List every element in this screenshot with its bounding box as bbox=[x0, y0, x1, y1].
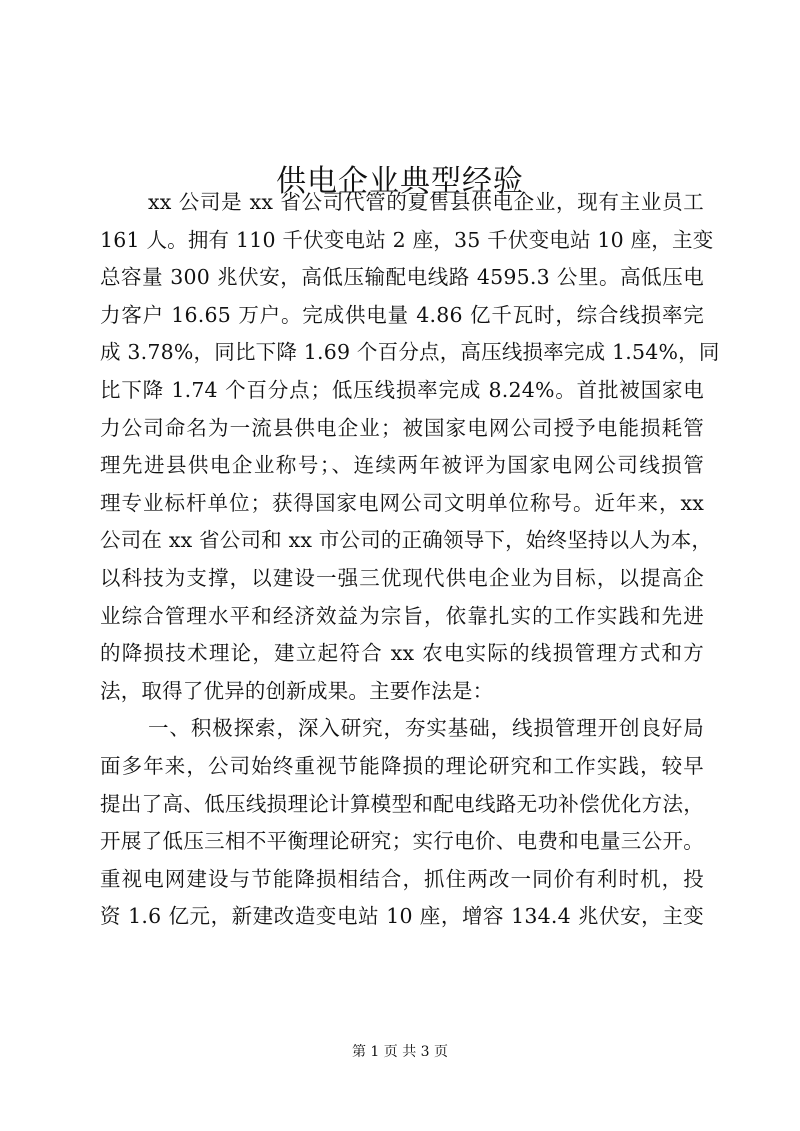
paragraph-line: 公司在 xx 省公司和 xx 市公司的正确领导下，始终坚持以人为本， bbox=[100, 528, 713, 553]
paragraph-line: 力客户 16.65 万户。完成供电量 4.86 亿千瓦时，综合线损率完 bbox=[100, 302, 704, 327]
paragraph-line: 资 1.6 亿元，新建改造变电站 10 座，增容 134.4 兆伏安，主变 bbox=[100, 904, 704, 929]
paragraph-line: 成 3.78%，同比下降 1.69 个百分点，高压线损率完成 1.54%，同 bbox=[100, 340, 720, 365]
paragraph-line: 面多年来，公司始终重视节能降损的理论研究和工作实践，较早 bbox=[100, 753, 704, 778]
paragraph-line: 总容量 300 兆伏安，高低压输配电线路 4595.3 公里。高低压电 bbox=[100, 265, 704, 290]
paragraph-line: 业综合管理水平和经济效益为宗旨，依靠扎实的工作实践和先进 bbox=[100, 603, 704, 628]
paragraph-line: 提出了高、低压线损理论计算模型和配电线路无功补偿优化方法， bbox=[100, 791, 704, 816]
paragraph-line: 重视电网建设与节能降损相结合，抓住两改一同价有利时机，投 bbox=[100, 866, 704, 891]
paragraph-line: 一、积极探索，深入研究，夯实基础，线损管理开创良好局 bbox=[148, 716, 704, 741]
paragraph-line: 开展了低压三相不平衡理论研究；实行电价、电费和电量三公开。 bbox=[100, 829, 704, 854]
paragraph-line: xx 公司是 xx 省公司代管的夏售县供电企业，现有主业员工 bbox=[148, 190, 704, 214]
paragraph-line: 以科技为支撑，以建设一强三优现代供电企业为目标，以提高企 bbox=[100, 565, 704, 590]
page-footer: 第 1 页 共 3 页 bbox=[351, 1044, 449, 1060]
paragraph-line: 理先进县供电企业称号；、连续两年被评为国家电网公司线损管 bbox=[100, 453, 704, 478]
paragraph-line: 的降损技术理论，建立起符合 xx 农电实际的线损管理方式和方 bbox=[100, 641, 704, 666]
document-body bbox=[100, 184, 720, 936]
paragraph-line: 161 人。拥有 110 千伏变电站 2 座，35 千伏变电站 10 座，主变 bbox=[100, 227, 714, 252]
paragraph-line: 力公司命名为一流县供电企业；被国家电网公司授予电能损耗管 bbox=[100, 415, 704, 440]
paragraph-line: 法，取得了优异的创新成果。主要作法是： bbox=[100, 678, 494, 703]
paragraph-line: 比下降 1.74 个百分点；低压线损率完成 8.24%。首批被国家电 bbox=[100, 377, 704, 402]
paragraph-line: 理专业标杆单位；获得国家电网公司文明单位称号。近年来，xx bbox=[100, 490, 704, 515]
page-title: 供电企业典型经验 bbox=[276, 164, 524, 200]
